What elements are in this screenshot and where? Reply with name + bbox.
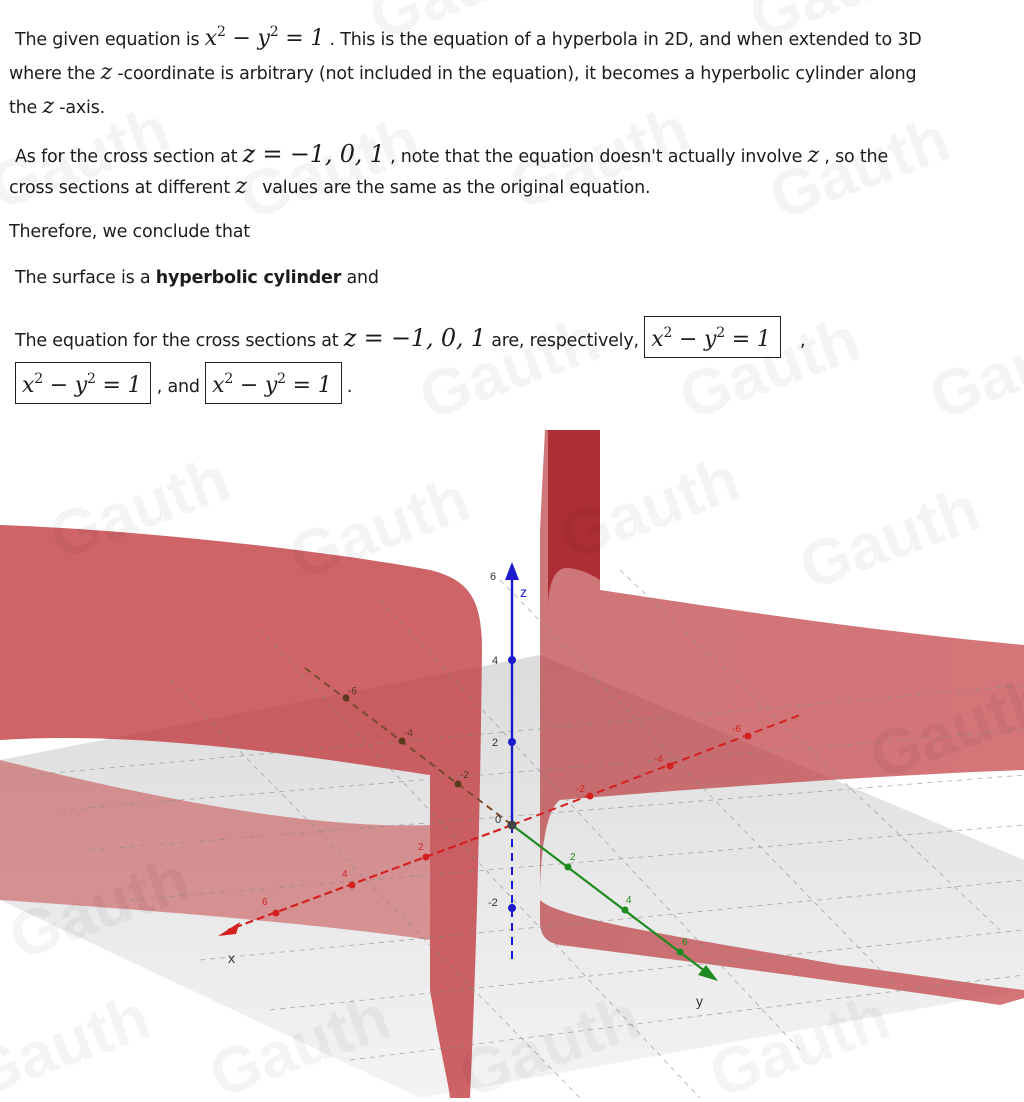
- paragraph-1-line-1: [15, 24, 922, 51]
- solution-text: [0, 0, 1024, 430]
- text: . This is the equation of a hyperbola in 2D, and when extended to 3D: [329, 30, 922, 50]
- z-tick-6: 6: [490, 571, 497, 583]
- y-tick-neg4: -4: [654, 754, 663, 765]
- paragraph-3: Therefore, we conclude that: [9, 222, 250, 242]
- answer-box-1: $x^2 - y^2 = 1$: [644, 316, 780, 358]
- x-tick-neg2: -2: [460, 770, 469, 781]
- y-tick-neg2: -2: [576, 784, 585, 795]
- paragraph-5-line-1: The equation for the cross sections at z = −1, 0, 1 are, respectively, $x^2 - y^2 = 1$ ,: [15, 316, 805, 358]
- answer-box-3: $x^2 - y^2 = 1$: [205, 362, 341, 404]
- z-tick-2: 2: [492, 737, 499, 749]
- x-tick-2: 2: [418, 842, 424, 853]
- z-variable: z: [42, 94, 54, 119]
- x-tick-4: 4: [342, 869, 348, 880]
- y-axis-label: y: [696, 993, 703, 1009]
- z-tick-neg2: -2: [488, 897, 498, 909]
- hyperbolic-cylinder-plot: [0, 430, 1024, 1098]
- z-variable: z: [807, 143, 819, 168]
- paragraph-1-line-3: the z -axis.: [9, 94, 106, 119]
- y-tick-4: 4: [626, 895, 632, 906]
- y-tick-neg6: -6: [732, 724, 741, 735]
- x-tick-neg6: -6: [348, 686, 357, 697]
- z-variable: z: [235, 174, 247, 199]
- answer-box-2: $x^2 - y^2 = 1$: [15, 362, 151, 404]
- paragraph-2-line-2: cross sections at different z values are the same as the original equation.: [9, 174, 651, 199]
- z-tick-4: 4: [492, 655, 499, 667]
- z-variable: z: [100, 60, 112, 85]
- text: The given equation is: [15, 30, 205, 50]
- z-tick-0: 0: [495, 814, 502, 826]
- x-tick-neg4: -4: [404, 728, 413, 739]
- x-axis-label: x: [228, 950, 235, 966]
- paragraph-5-line-2: $x^2 - y^2 = 1$ , and $x^2 - y^2 = 1$ .: [15, 362, 352, 404]
- paragraph-2-line-1: As for the cross section at z = −1, 0, 1 , note that the equation doesn't actually involve z , so the: [15, 140, 889, 168]
- y-tick-2: 2: [570, 852, 576, 863]
- equation-inline: $x^2 - y^2 = 1$: [204, 24, 325, 51]
- z-values: z = −1, 0, 1: [343, 324, 486, 352]
- x-tick-6: 6: [262, 897, 268, 908]
- y-tick-6: 6: [682, 937, 688, 948]
- paragraph-1-line-2: where the z -coordinate is arbitrary (not included in the equation), it becomes a hyperbolic cylinder along: [9, 60, 917, 85]
- z-axis-label: z: [520, 584, 527, 600]
- paragraph-4: The surface is a hyperbolic cylinder and: [15, 268, 379, 288]
- answer-surface: hyperbolic cylinder: [155, 268, 342, 288]
- z-values: z = −1, 0, 1: [242, 140, 385, 168]
- z-axis-arrow: [505, 562, 519, 580]
